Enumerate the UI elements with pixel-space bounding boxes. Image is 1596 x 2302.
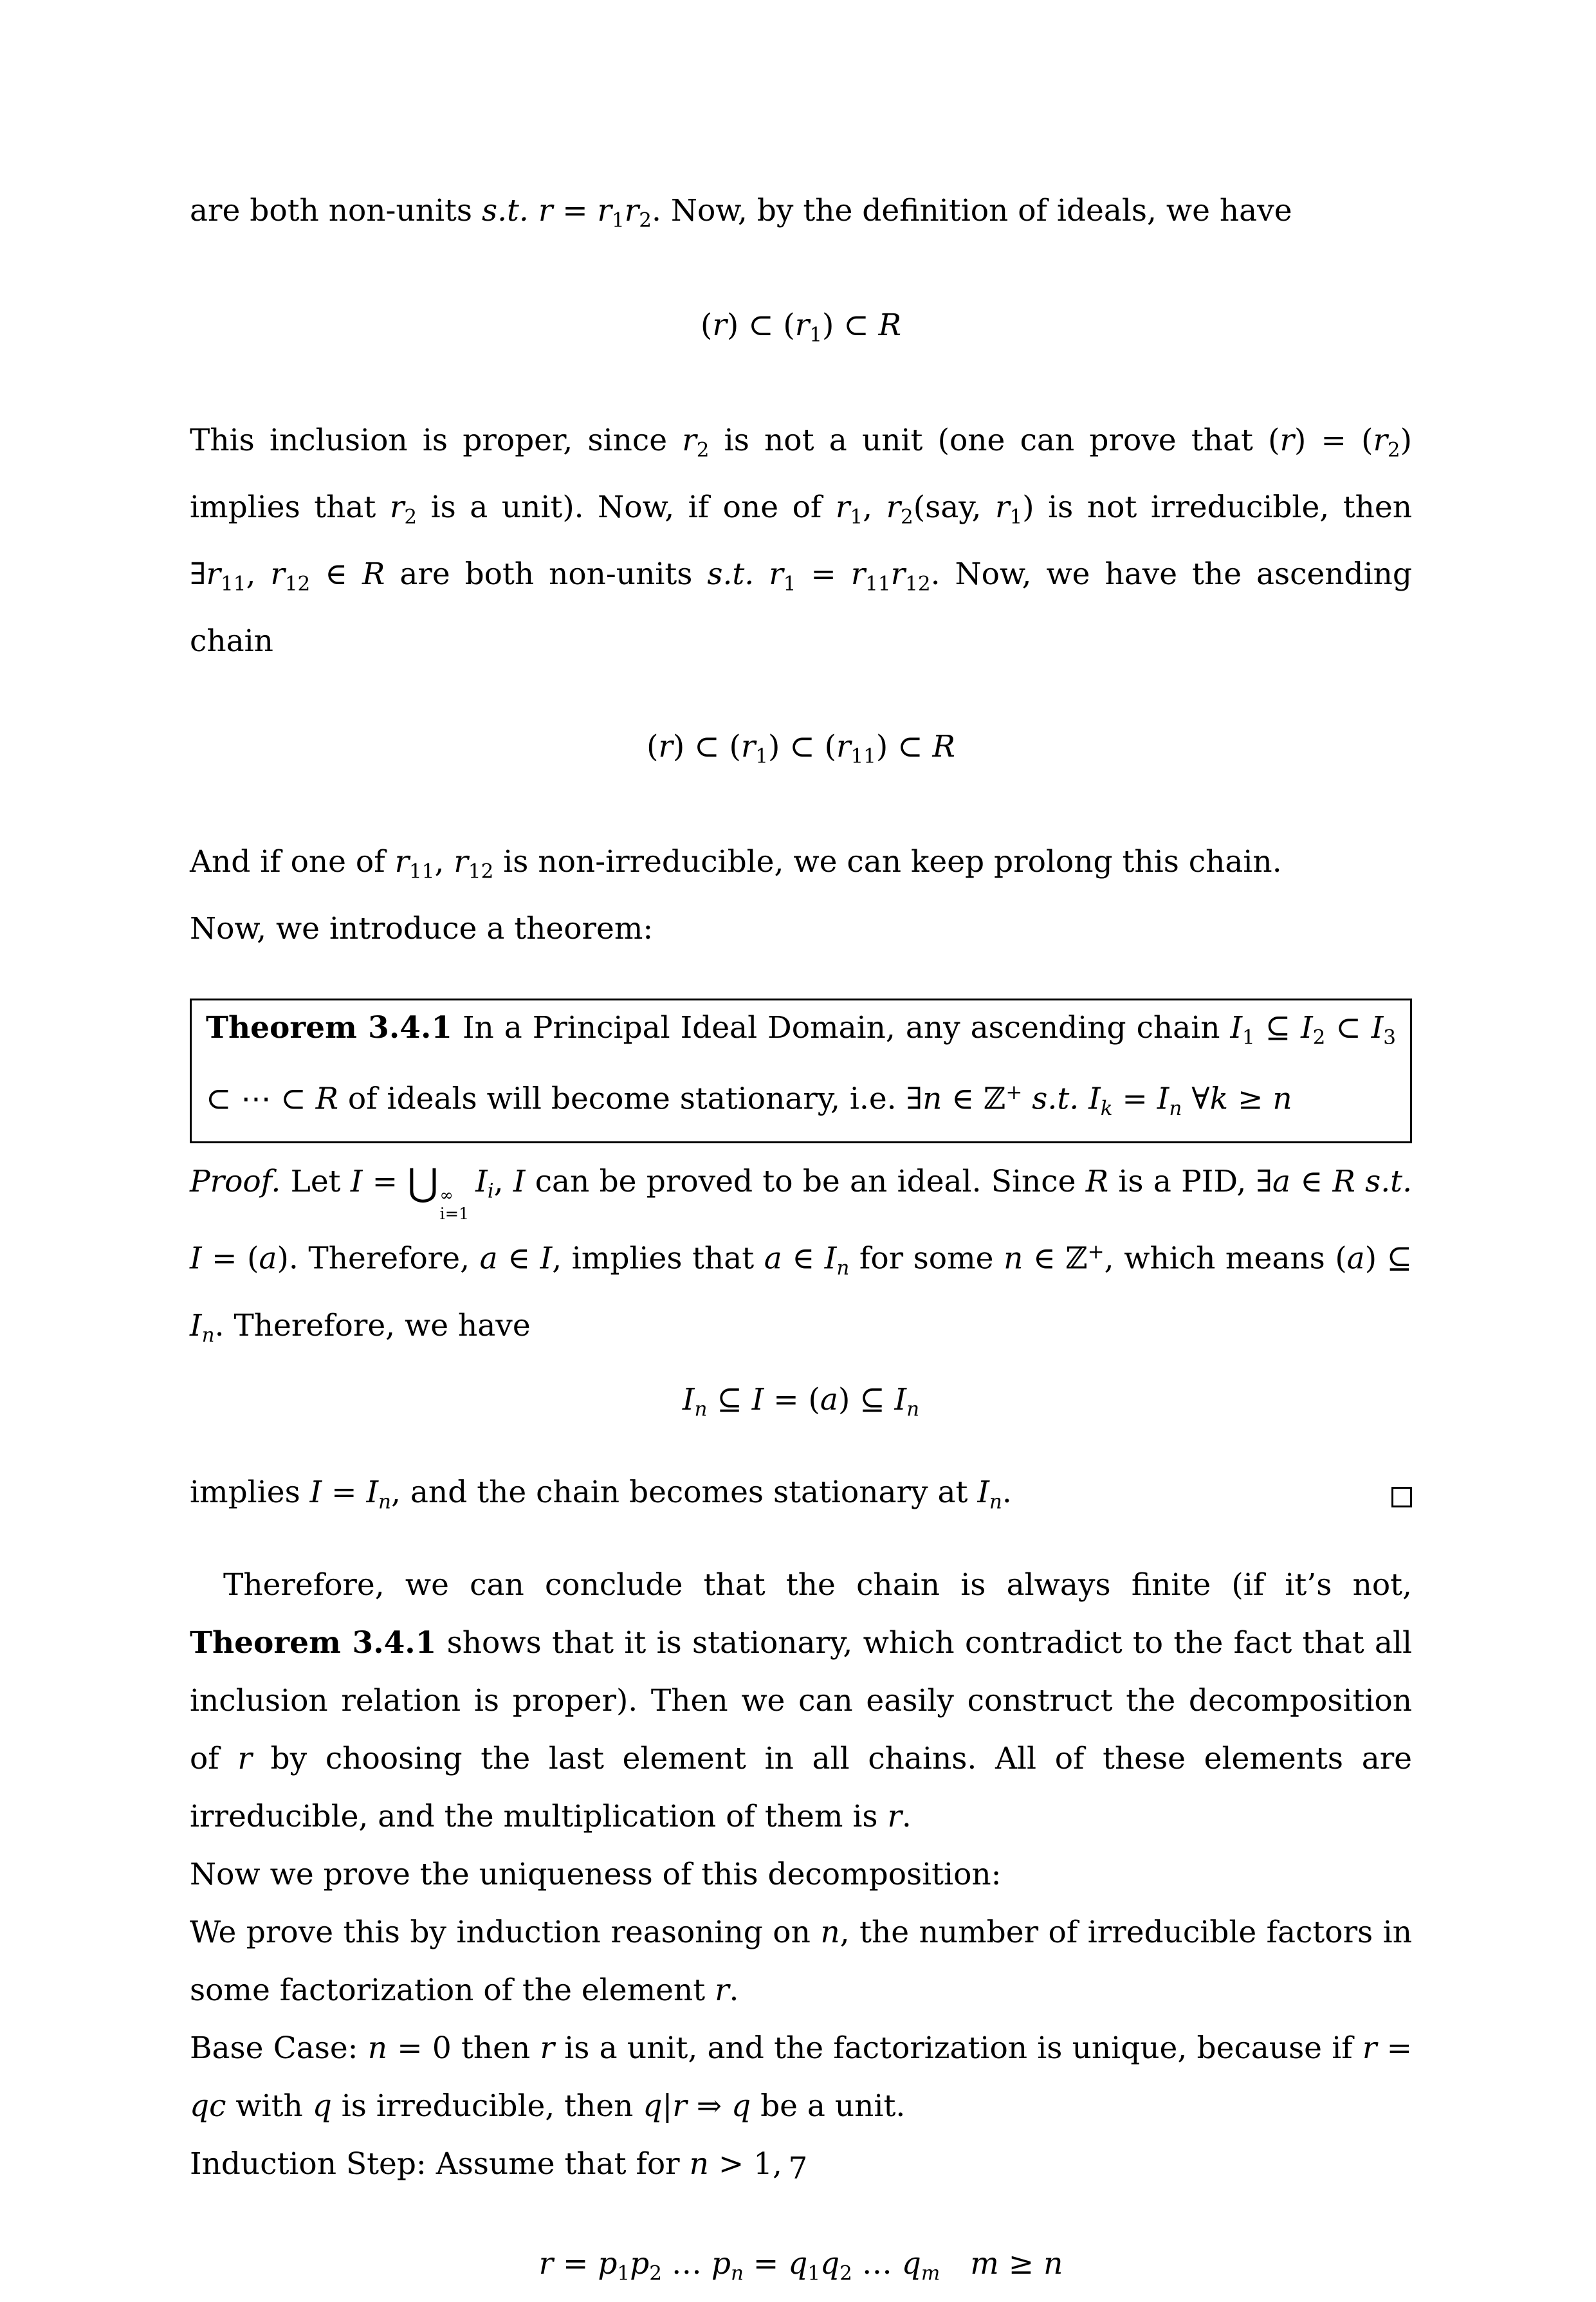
line-uniqueness: Now we prove the uniqueness of this decomposition: — [190, 1857, 1002, 1893]
proof-conclusion-line — [190, 1464, 1412, 1531]
paragraph-proof: Proof. Let I = ⋃ ∞ i=1 $I_i$, I can be proved to be an ideal. Since R is a PID, ∃a ∈ R s.t. I = (a). Therefore, a ∈ I, implies that a ∈ $I_n$ for some n ∈ ℤ+, which means (a) ⊆ $I_n$. Therefore, we have — [190, 1160, 1413, 1347]
page-number: 7 — [788, 2151, 808, 2186]
equation-factorization: $r = p_1p_2$ … $p_n = q_1q_2$ … $q_m$ m ≥ n — [538, 2246, 1063, 2285]
equation-ideal-chain-1: (r) ⊂ $(r_1)$ ⊂ R — [701, 308, 901, 347]
line-introduce-theorem: Now, we introduce a theorem: — [190, 911, 654, 947]
paragraph-induction-reasoning: We prove this by induction reasoning on n, the number of irreducible factors in some factorization of the element r. — [190, 1915, 1412, 2009]
paragraph-base-case: Base Case: n = 0 then r is a unit, and the factorization is unique, because if r = qc with q is irreducible, then q|r ⇒ q be a unit. — [190, 2030, 1412, 2124]
equation-ideal-chain-2: (r) ⊂ $(r_1)$ ⊂ $(r_{11})$ ⊂ R — [647, 729, 955, 768]
page-footer — [0, 2153, 1596, 2185]
line-induction-step: Induction Step: Assume that for n > 1, — [190, 2146, 782, 2182]
line-prolong-chain: And if one of $r_{11}$, $r_{12}$ is non-irreducible, we can keep prolong this chain. — [190, 843, 1282, 883]
theorem-box-3-4-1: Theorem 3.4.1 In a Principal Ideal Domain, any ascending chain $I_1$ ⊆ $I_2$ ⊂ $I_3$ ⊂ ⋯ ⊂ R of ideals will become stationary, i.e. ∃n ∈ ℤ+ s.t. $I_k = I_n$ ∀k ≥ n — [190, 999, 1412, 1143]
paragraph-proper-inclusion: This inclusion is proper, since $r_2$ is not a unit (one can prove that $(r) = (r_2)$ implies that $r_2$ is a unit). Now, if one of $r_1$, $r_2(say$, $r_1$) is not irreducible, then $\exists r_{11}$, $r_{12}$ ∈ R are both non-units s.t. $r_1 = r_{11}r_{12}$. Now, we have the ascending chain — [190, 422, 1413, 659]
proof-conclusion-text: implies $I = I_n$, and the chain becomes stationary at $I_n$. — [190, 1474, 1012, 1514]
paragraph-conclusion: Therefore, we can conclude that the chain is always finite (if it’s not, Theorem 3.4.1 shows that it is stationary, which contradict to the fact that all inclusion relation is proper). Then we can easily construct the decomposition of r by choosing the last element in all chains. All of these elements are irreducible, and the multiplication of them is r. — [190, 1567, 1412, 1835]
qed-icon — [1391, 1487, 1412, 1507]
equation-stationary: $I_n$ ⊆ I = (a) ⊆ $I_n$ — [682, 1381, 920, 1421]
paragraph-intro: are both non-units s.t. $r = r_1r_2$. Now, by the definition of ideals, we have — [190, 193, 1292, 232]
